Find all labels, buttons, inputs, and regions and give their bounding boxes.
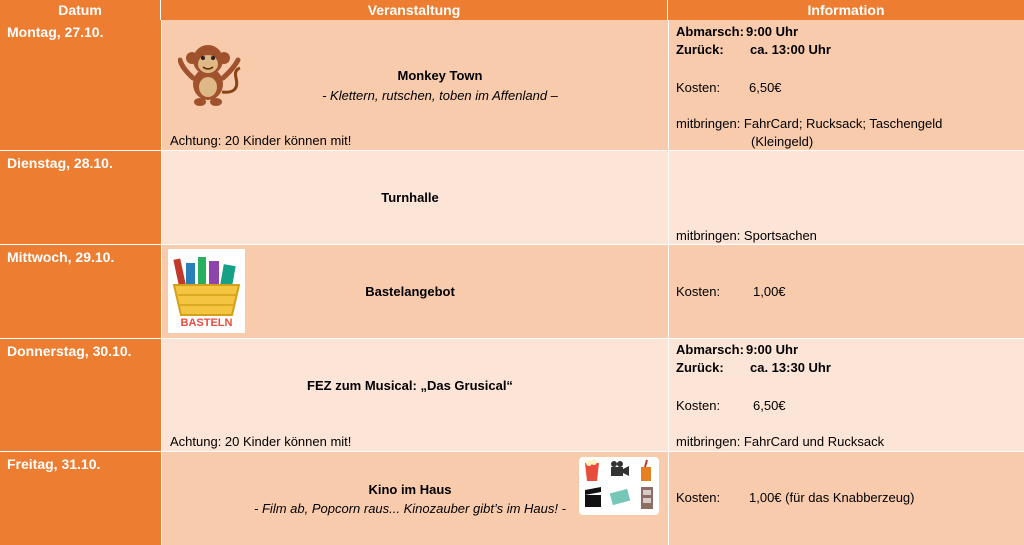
mitbringen-line: mitbringen: FahrCard und Rucksack [676,434,885,449]
zurueck-line: Zurück: ca. 13:30 Uhr [676,360,831,375]
abmarsch-line: Abmarsch: 9:00 Uhr [676,342,799,357]
kosten-line: Kosten: 6,50€ [676,398,786,413]
event-cell [161,452,668,545]
event-note: Achtung: 20 Kinder können mit! [170,133,352,148]
info-cell [668,20,1024,151]
event-title: Monkey Town [397,67,483,83]
event-subtitle: - Klettern, rutschen, toben im Affenland – [322,87,558,103]
zurueck-line: Zurück: ca. 13:00 Uhr [676,42,831,57]
kosten-line: Kosten: 1,00€ [676,284,786,299]
event-title: FEZ zum Musical: „Das Grusical“ [307,377,513,393]
header-veranstaltung: Veranstaltung [161,0,668,20]
info-cell [668,151,1024,245]
event-cell [161,20,668,151]
info-cell [668,452,1024,545]
date-cell: Dienstag, 28.10. [0,151,161,245]
event-cell [161,245,668,339]
header-information: Information [668,0,1024,20]
date-cell: Mittwoch, 29.10. [0,245,161,339]
abmarsch-line: Abmarsch: 9:00 Uhr [676,24,799,39]
event-note: Achtung: 20 Kinder können mit! [170,434,352,449]
date-cell: Donnerstag, 30.10. [0,339,161,452]
mitbringen-line: mitbringen: Sportsachen [676,228,817,243]
info-cell [668,245,1024,339]
event-title: Turnhalle [381,190,439,205]
kosten-line: Kosten: 6,50€ [676,80,782,95]
craft-basket-label: BASTELN [180,317,233,329]
event-cell [161,339,668,452]
kosten-line: Kosten: 1,00€ (für das Knabberzeug) [676,490,915,505]
header-datum: Datum [0,0,161,20]
mitbringen-cont: (Kleingeld) [751,134,814,149]
info-cell [668,339,1024,452]
date-cell: Montag, 27.10. [0,20,161,151]
event-cell [161,151,668,245]
date-cell: Freitag, 31.10. [0,452,161,545]
event-title: Bastelangebot [365,284,455,299]
event-subtitle: - Film ab, Popcorn raus... Kinozauber gibt’s im Haus! - [254,500,566,516]
event-title: Kino im Haus [368,481,452,497]
mitbringen-line: mitbringen: FahrCard; Rucksack; Taschengeld [676,116,943,131]
